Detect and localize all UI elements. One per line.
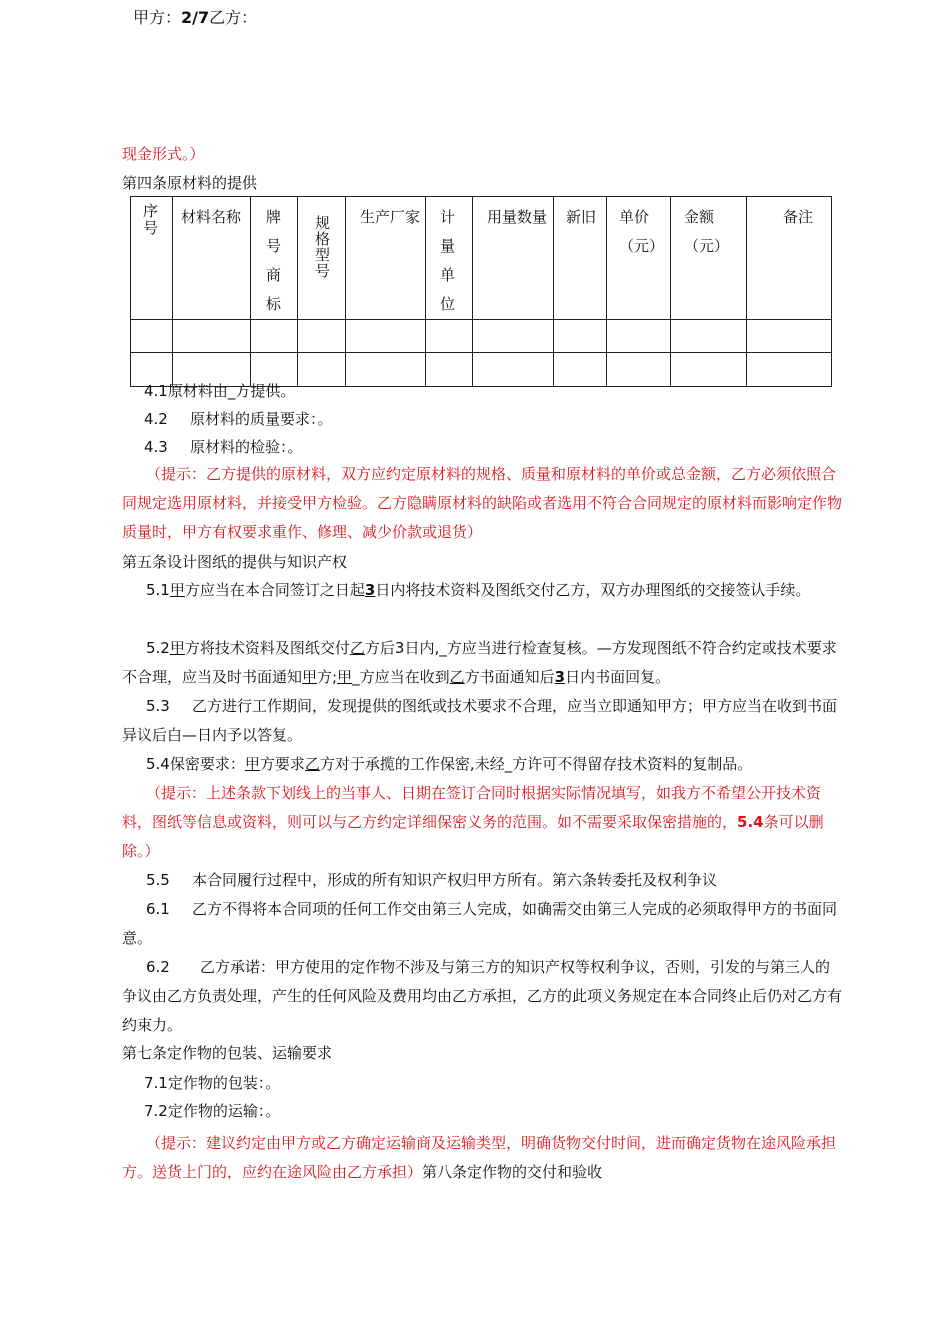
table-row [131,320,832,353]
section-4-3 [144,440,303,455]
section-6-1: 6.1 乙方不得将本合同项的任何工作交由第三人完成，如确需交由第三人完成的必须取得甲方的书面同意。 [122,895,842,953]
section-number: 6.2 [146,958,170,976]
header-cell: 材料名称 [173,197,251,320]
section-number: 4.3 [144,438,168,456]
materials-table [130,196,832,387]
header-cell: 计量单位 [426,197,473,320]
party-b-label: 乙方： [209,8,258,27]
section-text: 原材料的检验：。 [190,438,303,456]
table-header-row [131,197,832,320]
section-4-2 [144,412,333,427]
section-number: 5.2 [146,639,170,657]
header-cell: 生产厂家 [346,197,426,320]
header-cell: 单价（元） [607,197,671,320]
header-cell: 规格型号 [298,197,346,320]
tip-article-5: （提示：上述条款下划线上的当事人、日期在签订合同时根据实际情况填写，如我方不希望公开技术资料，图纸等信息或资料，则可以与乙方约定详细保密义务的范围。如不需要采取保密措施的，5.4条可以删除。） [122,784,824,860]
section-number: 5.5 [146,871,170,889]
article-4-title: 第四条原材料的提供 [122,174,258,192]
section-5-1: 5.1甲方应当在本合同签订之日起3日内将技术资料及图纸交付乙方，双方办理图纸的交接签认手续。 [146,581,811,599]
page-header [133,10,257,26]
section-number: 7.2 [144,1102,168,1120]
article-8-title: 第八条定作物的交付和验收 [422,1163,603,1181]
section-5-2: 5.2甲方将技术资料及图纸交付乙方后3日内,_方应当进行检查复核。—方发现图纸不符合约定或技术要求不合理，应当及时书面通知甲方;甲_方应当在收到乙方书面通知后3日内书面回复。 [122,639,837,686]
tip-article-7: （提示：建议约定由甲方或乙方确定运输商及运输类型，明确货物交付时间，进而确定货物在途风险承担方。送货上门的，应约在途风险由乙方承担）第八条定作物的交付和验收 [122,1134,837,1181]
header-cell: 金额（元） [671,197,747,320]
section-number: 7.1 [144,1074,168,1092]
section-7-2: 7.2定作物的运输：。 [144,1102,281,1120]
page-number: 2/7 [181,8,210,27]
section-4-1 [144,384,295,399]
article-5-title: 第五条设计图纸的提供与知识产权 [122,553,348,571]
section-5-3: 5.3 乙方进行工作期间，发现提供的图纸或技术要求不合理，应当立即通知甲方；甲方应当在收到书面异议后白—日内予以答复。 [122,692,842,750]
section-number: 5.1 [146,581,170,599]
party-a-label: 甲方： [133,8,182,27]
article-7-title: 第七条定作物的包装、运输要求 [122,1044,333,1062]
section-7-1: 7.1定作物的包装：。 [144,1074,281,1092]
section-5-4: 5.4保密要求：甲方要求乙方对于承揽的工作保密,未经_方许可不得留存技术资料的复制品。 [146,755,753,773]
section-6-2: 6.2 乙方承诺：甲方使用的定作物不涉及与第三方的知识产权等权利争议，否则，引发的与第三人的争议由乙方负责处理，产生的任何风险及费用均由乙方承担，乙方的此项义务规定在本合同终止后仍对乙方有约束力。 [122,953,842,1040]
section-text: 原材料的质量要求：。 [190,410,333,428]
header-cell: 牌号商标 [251,197,298,320]
cash-note: 现金形式。） [122,145,205,163]
section-number: 4.1 [144,382,168,400]
section-number: 5.4 [146,755,170,773]
section-number: 4.2 [144,410,168,428]
section-text: 原材料由_方提供。 [167,382,296,400]
header-cell: 用量数量 [473,197,554,320]
section-5-5: 5.5 本合同履行过程中，形成的所有知识产权归甲方所有。第六条转委托及权利争议 [122,866,842,895]
header-cell: 新旧 [554,197,607,320]
header-cell: 备注 [747,197,832,320]
section-number: 5.3 [146,697,170,715]
section-number: 6.1 [146,900,170,918]
tip-article-4: （提示：乙方提供的原材料，双方应约定原材料的规格、质量和原材料的单价或总金额，乙方必须依照合同规定选用原材料，并接受甲方检验。乙方隐瞒原材料的缺陷或者选用不符合合同规定的原材料而影响定作物质量时，甲方有权要求重作、修理、减少价款或退货） [122,465,843,541]
header-cell: 序号 [131,197,173,320]
